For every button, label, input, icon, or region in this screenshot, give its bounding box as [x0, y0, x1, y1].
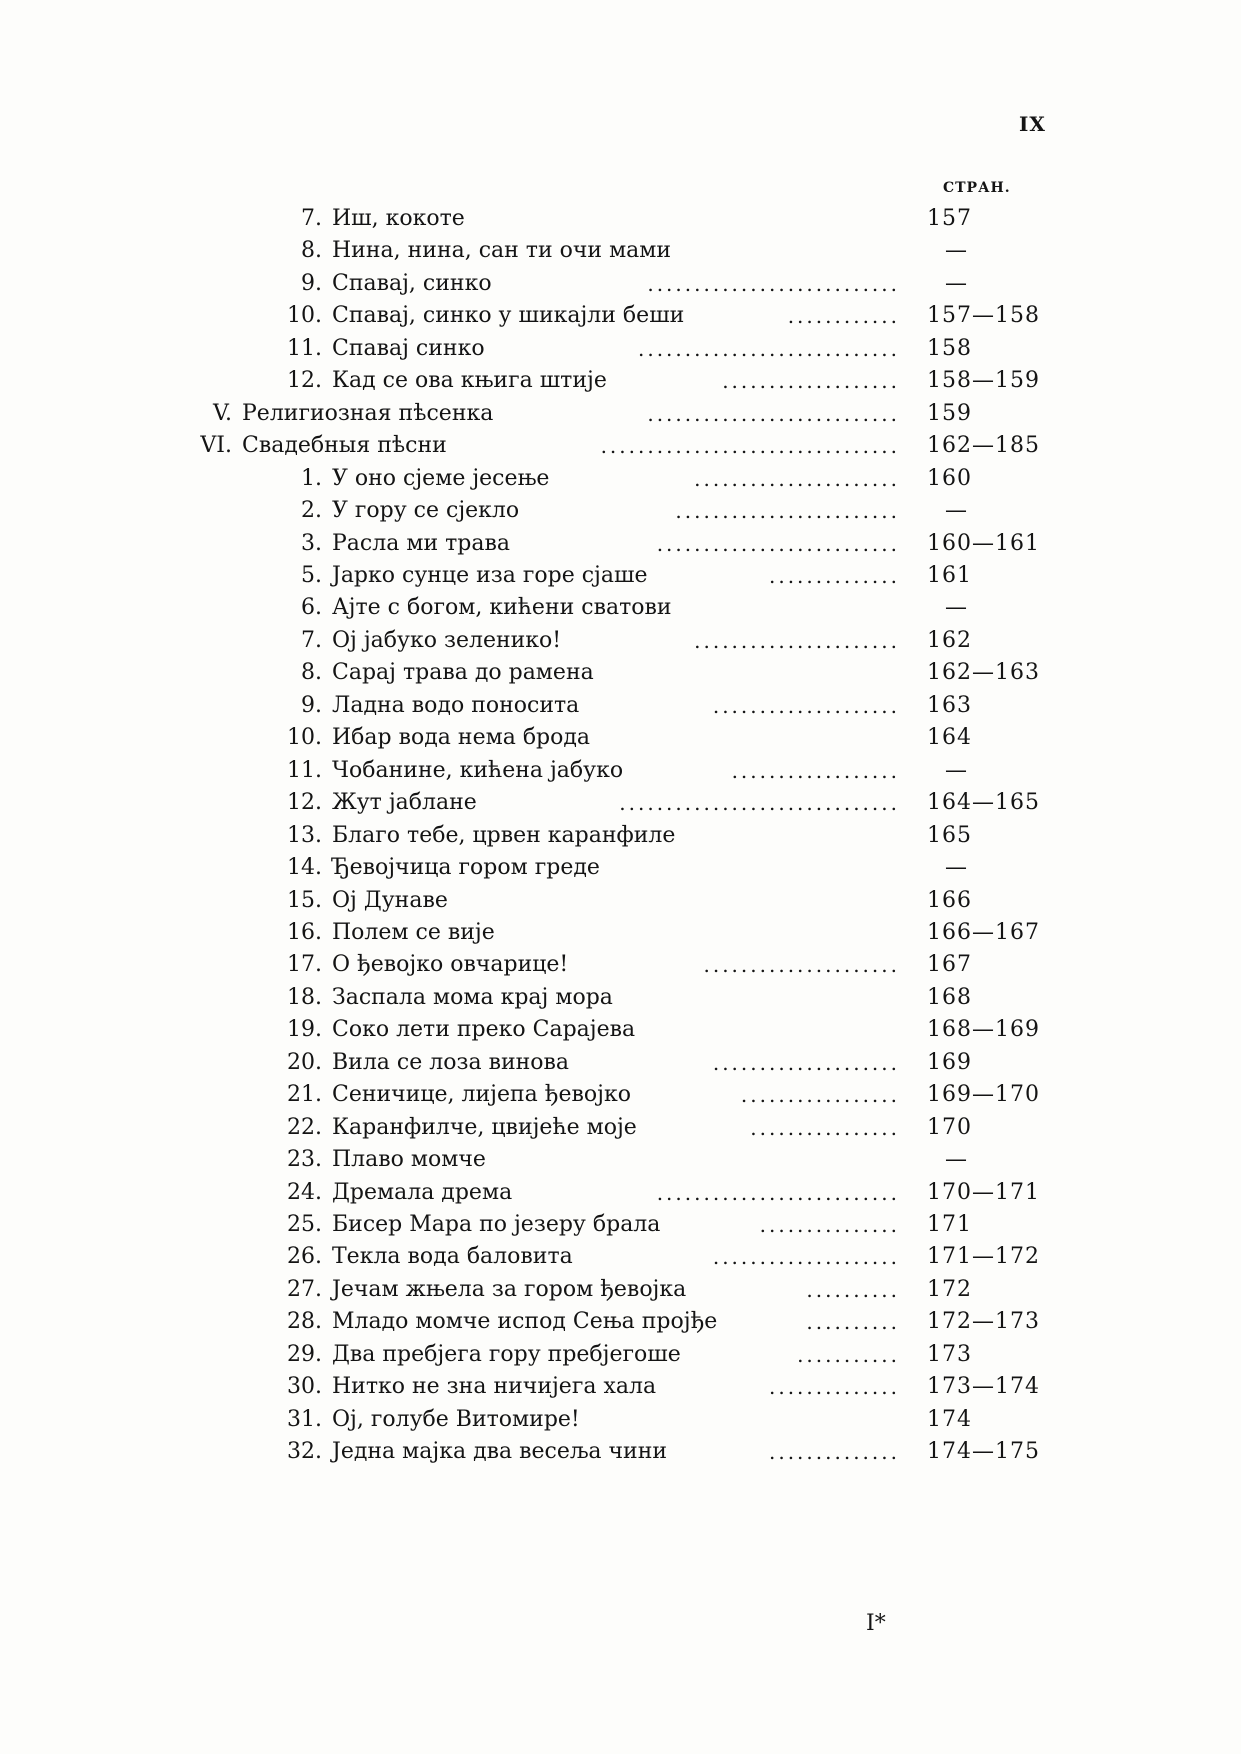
entry-number: 6.: [301, 595, 322, 621]
entry-number: 14.: [287, 855, 322, 880]
entry-number: 16.: [287, 919, 322, 945]
toc-entry: [0, 559, 1241, 593]
entry-number: 18.: [287, 984, 322, 1010]
entry-page: 164—165: [927, 790, 1040, 816]
dot-leader: ..............: [768, 1440, 900, 1465]
entry-number: 20.: [287, 1049, 322, 1075]
entry-title: О ђевојко овчарице!: [332, 952, 569, 978]
entry-page: 171—172: [927, 1244, 1040, 1270]
toc-entry: [0, 462, 1241, 496]
entry-number: 23.: [287, 1147, 322, 1173]
entry-page: 162—163: [927, 660, 1040, 686]
entry-page: 160—161: [927, 530, 1040, 556]
dot-leader: ................: [750, 1115, 900, 1140]
entry-page: 173—174: [927, 1374, 1040, 1400]
dot-leader: ..........: [806, 1310, 900, 1335]
entry-page: 157—158: [927, 303, 1040, 329]
entry-page: 170—171: [927, 1179, 1040, 1205]
entry-title: Спавај, синко у шикајли беши: [332, 303, 685, 329]
dot-leader: ...............: [759, 1213, 900, 1237]
toc-entry: [0, 299, 1241, 333]
entry-number: 17.: [287, 952, 322, 978]
entry-page: 172: [927, 1276, 972, 1302]
toc-entry: [0, 754, 1241, 788]
entry-title: Текла вода баловита: [332, 1244, 573, 1270]
entry-number: V.: [212, 400, 232, 426]
entry-page: —: [945, 498, 968, 524]
entry-page: 174—175: [927, 1439, 1040, 1465]
entry-number: 1.: [301, 465, 322, 491]
toc-entry: [0, 1111, 1241, 1145]
toc-entry: [0, 981, 1241, 1015]
dot-leader: ....................: [712, 1050, 900, 1075]
entry-title: Благо тебе, црвен каранфиле: [332, 822, 676, 848]
toc-entry: [0, 656, 1241, 690]
dot-leader: ..........................: [656, 531, 900, 556]
signature-mark: I*: [866, 1611, 886, 1636]
entry-page: 162—185: [927, 433, 1040, 459]
dot-leader: ..........................: [656, 1180, 900, 1205]
entry-title: Јечам жњела за гором ђевојка: [332, 1276, 687, 1302]
entry-number: 25.: [287, 1212, 322, 1237]
dot-leader: ........................: [675, 499, 900, 524]
entry-page: —: [945, 270, 968, 296]
toc-entry: [0, 591, 1241, 625]
entry-number: 5.: [301, 563, 322, 588]
toc-entry: [0, 332, 1241, 366]
entry-title: Једна мајка два весеља чини: [332, 1439, 668, 1465]
toc-entry: [0, 1403, 1241, 1437]
entry-page: 171: [927, 1212, 972, 1237]
entry-page: 164: [927, 725, 972, 751]
toc-entry: [0, 916, 1241, 950]
entry-title: Ибар вода нема брода: [332, 725, 591, 751]
dot-leader: .....................: [703, 953, 900, 978]
entry-page: 169: [927, 1049, 972, 1075]
entry-title: Расла ми трава: [332, 530, 510, 556]
entry-number: 10.: [287, 303, 322, 329]
entry-number: 11.: [287, 335, 322, 361]
dot-leader: ....................: [712, 693, 900, 718]
entry-page: —: [945, 595, 968, 621]
toc-entry: [0, 1435, 1241, 1469]
entry-page: 167: [927, 952, 972, 978]
entry-title: У оно сјеме јесење: [332, 465, 550, 491]
entry-number: 29.: [287, 1341, 322, 1367]
entry-title: Заспала мома крај мора: [332, 984, 613, 1010]
dot-leader: ....................: [712, 1245, 900, 1270]
entry-title: Спавај синко: [332, 335, 485, 361]
entry-number: 21.: [287, 1082, 322, 1108]
dot-leader: ..............................: [619, 791, 900, 816]
entry-number: VI.: [200, 433, 232, 459]
entry-number: 27.: [287, 1276, 322, 1302]
entry-number: 22.: [287, 1114, 322, 1140]
entry-page: 158—159: [927, 368, 1040, 394]
toc-entry: [0, 1338, 1241, 1372]
entry-title: Ој, голубе Витомире!: [332, 1406, 580, 1432]
entry-number: 7.: [301, 206, 322, 231]
toc-entry: [0, 1143, 1241, 1177]
entry-page: 159: [927, 400, 972, 426]
entry-title: Соко лети преко Сарајева: [332, 1017, 636, 1043]
entry-title: Плаво момче: [332, 1147, 486, 1173]
entry-page: 166—167: [927, 919, 1040, 945]
entry-number: 8.: [301, 660, 322, 686]
entry-title: Иш, кокоте: [332, 206, 465, 231]
entry-page: 168: [927, 984, 972, 1010]
dot-leader: ............: [787, 304, 900, 329]
entry-title: Нина, нина, сан ти очи мами: [332, 238, 672, 264]
entry-number: 31.: [287, 1406, 322, 1432]
entry-page: 165: [927, 822, 972, 848]
entry-number: 30.: [287, 1374, 322, 1400]
toc-entry: [0, 1370, 1241, 1404]
entry-number: 9.: [301, 692, 322, 718]
entry-title: Ајте с богом, кићени сватови: [332, 595, 672, 621]
entry-number: 2.: [301, 498, 322, 524]
toc-entry: [0, 364, 1241, 398]
entry-number: 13.: [287, 822, 322, 848]
entry-page: 163: [927, 692, 972, 718]
entry-title: Полем се вије: [332, 919, 495, 945]
entry-title: Жут јаблане: [332, 790, 477, 816]
entry-number: 3.: [301, 530, 322, 556]
entry-title: Каранфилче, цвијеће моје: [332, 1114, 637, 1140]
entry-title: Бисер Мара по језеру брала: [332, 1212, 661, 1237]
dot-leader: ...........................: [647, 271, 900, 296]
toc-entry: [0, 851, 1241, 885]
entry-title: Вила се лоза винова: [332, 1049, 570, 1075]
entry-page: 166: [927, 887, 972, 913]
entry-page: —: [945, 855, 968, 880]
toc-entry: [0, 1240, 1241, 1274]
entry-number: 10.: [287, 725, 322, 751]
entry-page: 170: [927, 1114, 972, 1140]
toc-entry: [0, 819, 1241, 853]
entry-number: 9.: [301, 270, 322, 296]
entry-number: 32.: [287, 1439, 322, 1465]
dot-leader: ..............: [768, 1375, 900, 1400]
entry-title: У гору се сјекло: [332, 498, 520, 524]
dot-leader: ............................: [637, 336, 900, 361]
toc-entry: [0, 1078, 1241, 1112]
entry-title: Јарко сунце иза горе сјаше: [332, 563, 648, 588]
toc-entry: [0, 624, 1241, 658]
toc-entry: [0, 202, 1241, 236]
toc-entry: [0, 1305, 1241, 1339]
entry-page: —: [945, 238, 968, 264]
page-column-header: СТРАН.: [943, 180, 1011, 196]
entry-number: 28.: [287, 1309, 322, 1335]
entry-page: 168—169: [927, 1017, 1040, 1043]
toc-entry: [0, 494, 1241, 528]
entry-number: 26.: [287, 1244, 322, 1270]
toc-entry: [0, 267, 1241, 301]
dot-leader: ................................: [600, 434, 900, 459]
toc-entry: [0, 1013, 1241, 1047]
toc-entry: [0, 786, 1241, 820]
entry-title: Свадебныя пѣсни: [242, 433, 447, 459]
toc-section: [0, 397, 1241, 431]
toc-entry: [0, 1208, 1241, 1242]
dot-leader: ......................: [694, 628, 900, 653]
entry-number: 11.: [287, 757, 322, 783]
entry-page: 157: [927, 206, 972, 231]
page-number: IX: [1019, 112, 1046, 136]
toc-section: [0, 429, 1241, 463]
entry-page: 173: [927, 1341, 972, 1367]
toc-entry: [0, 884, 1241, 918]
entry-title: Спавај, синко: [332, 270, 492, 296]
entry-title: Ој Дунаве: [332, 887, 448, 913]
entry-title: Два пребјега гору пребјегоше: [332, 1341, 681, 1367]
toc-entry: [0, 721, 1241, 755]
entry-page: 158: [927, 335, 972, 361]
toc-entry: [0, 234, 1241, 268]
dot-leader: .................: [740, 1083, 900, 1108]
entry-title: Ој јабуко зеленико!: [332, 627, 562, 653]
toc-entry: [0, 1273, 1241, 1307]
entry-title: Ладна водо поносита: [332, 692, 580, 718]
toc-entry: [0, 527, 1241, 561]
dot-leader: ......................: [694, 466, 900, 491]
entry-number: 12.: [287, 790, 322, 816]
toc-entry: [0, 689, 1241, 723]
entry-title: Ђевојчица гором греде: [332, 855, 600, 880]
entry-title: Младо момче испод Сења пројђе: [332, 1309, 718, 1335]
entry-number: 19.: [287, 1017, 322, 1043]
dot-leader: ...........................: [647, 401, 900, 426]
entry-page: 161: [927, 563, 972, 588]
entry-title: Нитко не зна ничијега хала: [332, 1374, 657, 1400]
dot-leader: ...........: [797, 1342, 900, 1367]
entry-number: 12.: [287, 368, 322, 394]
dot-leader: ..................: [731, 758, 900, 783]
toc-entry: [0, 948, 1241, 982]
entry-title: Религиозная пѣсенка: [242, 400, 494, 426]
entry-title: Чобанине, кићена јабуко: [332, 757, 624, 783]
dot-leader: ..............: [768, 564, 900, 588]
entry-number: 24.: [287, 1179, 322, 1205]
entry-page: 174: [927, 1406, 972, 1432]
dot-leader: ...................: [722, 369, 900, 394]
entry-number: 7.: [301, 627, 322, 653]
entry-page: 169—170: [927, 1082, 1040, 1108]
entry-number: 15.: [287, 887, 322, 913]
entry-title: Кад се ова књига штије: [332, 368, 607, 394]
entry-page: —: [945, 1147, 968, 1173]
entry-page: 160: [927, 465, 972, 491]
toc-entry: [0, 1046, 1241, 1080]
entry-page: —: [945, 757, 968, 783]
dot-leader: ..........: [806, 1277, 900, 1302]
toc-entry: [0, 1176, 1241, 1210]
entry-number: 8.: [301, 238, 322, 264]
entry-page: 172—173: [927, 1309, 1040, 1335]
entry-title: Сарај трава до рамена: [332, 660, 594, 686]
entry-title: Дремала дрема: [332, 1179, 513, 1205]
entry-title: Сеничице, лијепа ђевојко: [332, 1082, 631, 1108]
entry-page: 162: [927, 627, 972, 653]
